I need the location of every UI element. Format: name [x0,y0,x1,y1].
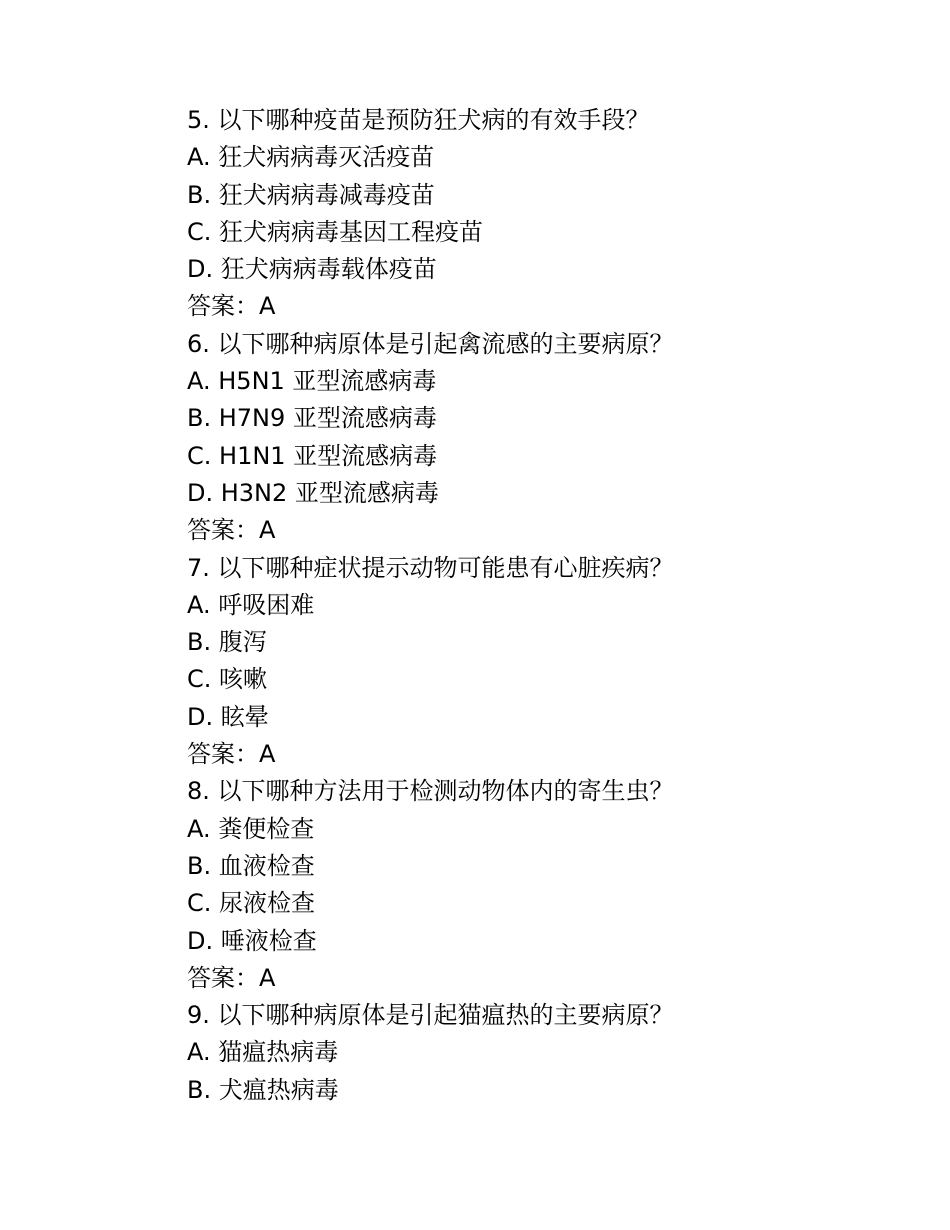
option-c: C. 狂犬病病毒基因工程疫苗 [187,217,484,246]
option-d: D. 狂犬病病毒载体疫苗 [187,255,437,284]
option-b: B. 狂犬病病毒减毒疫苗 [187,180,435,209]
option-b: B. 血液检查 [187,851,315,880]
option-d: D. 唾液检查 [187,926,317,955]
question-text: 5. 以下哪种疫苗是预防狂犬病的有效手段？ [187,106,650,134]
option-a: A. 狂犬病病毒灭活疫苗 [187,143,435,172]
option-b: B. 犬瘟热病毒 [187,1075,339,1104]
answer-text: 答案：A [187,740,276,769]
question-text: 6. 以下哪种病原体是引起禽流感的主要病原？ [187,329,674,358]
option-a: A. 呼吸困难 [187,590,315,619]
option-c: C. 尿液检查 [187,889,316,918]
question-text: 7. 以下哪种症状提示动物可能患有心脏疾病？ [187,553,674,582]
option-d: D. 眩晕 [187,702,269,731]
option-a: A. 粪便检查 [187,814,315,843]
option-d: D. H3N2 亚型流感病毒 [187,478,439,507]
option-c: C. 咳嗽 [187,665,268,694]
answer-text: 答案：A [187,292,276,321]
option-c: C. H1N1 亚型流感病毒 [187,441,438,470]
option-b: B. H7N9 亚型流感病毒 [187,404,437,433]
option-a: A. H5N1 亚型流感病毒 [187,367,437,396]
question-list [187,102,887,1109]
answer-text: 答案：A [187,963,276,992]
question-text: 9. 以下哪种病原体是引起猫瘟热的主要病原？ [187,1001,674,1030]
option-b: B. 腹泻 [187,628,267,657]
question-text: 8. 以下哪种方法用于检测动物体内的寄生虫？ [187,777,674,806]
option-a: A. 猫瘟热病毒 [187,1038,339,1067]
answer-text: 答案：A [187,516,276,545]
